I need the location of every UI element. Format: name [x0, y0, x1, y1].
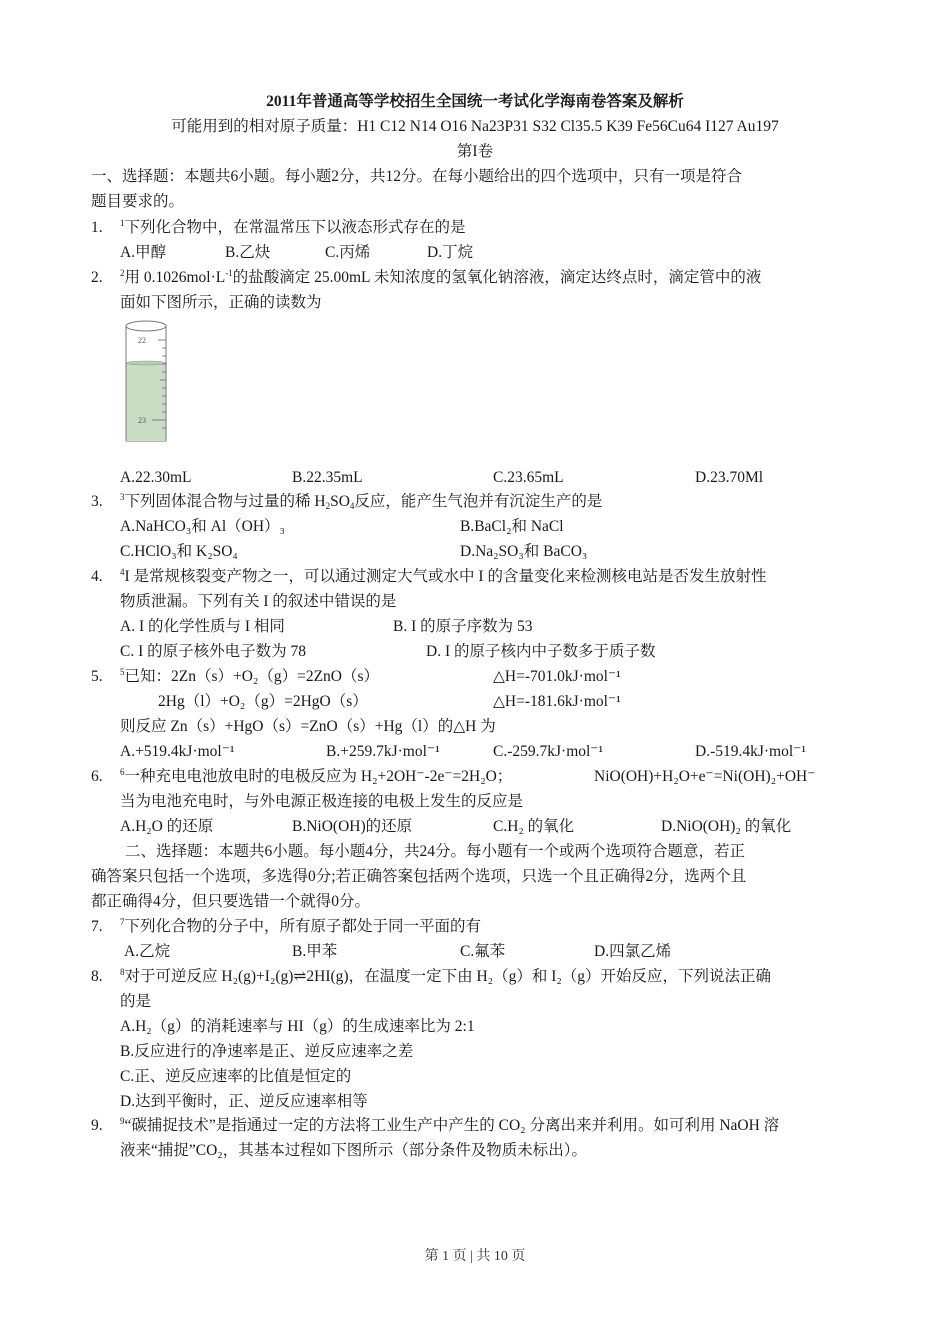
option-b: B.BaCl₂和 NaCl: [460, 518, 564, 535]
question-stem: [120, 967, 771, 987]
electrode-reaction-2: NiO(OH)+H₂O+e⁻=Ni(OH)₂+OH⁻: [594, 768, 816, 785]
question-stem: [120, 492, 602, 512]
option-a: A.22.30mL: [120, 469, 192, 486]
footnote-marker: 9: [120, 1116, 125, 1126]
equation-1: [120, 667, 379, 687]
question-number: 1.: [91, 219, 103, 236]
footnote-marker: 6: [120, 767, 125, 777]
section1-instructions-line1: 一、选择题：本题共6小题。每小题2分，共12分。在每小题给出的四个选项中，只有一项是符合: [91, 168, 743, 185]
option-c: C.氟苯: [460, 943, 506, 960]
question-stem-line2: 的是: [120, 993, 152, 1010]
option-a: A.甲醇: [120, 244, 167, 261]
option-c: C.-259.7kJ·mol⁻¹: [493, 743, 604, 760]
question-number: 3.: [91, 493, 103, 510]
question-stem: 则反应 Zn（s）+HgO（s）=ZnO（s）+Hg（l）的△H 为: [120, 718, 496, 735]
option-a: A.+519.4kJ·mol⁻¹: [120, 743, 235, 760]
question-number: 7.: [91, 918, 103, 935]
option-b: B.乙炔: [225, 244, 271, 261]
question-stem-line2: 液来“捕捉”CO₂，其基本过程如下图所示（部分条件及物质未标出）。: [120, 1142, 587, 1159]
equation-text: 已知：2Zn（s）+O₂（g）=2ZnO（s）: [124, 668, 380, 685]
question-stem: [120, 917, 481, 937]
option-c: C. I 的原子核外电子数为 78: [120, 643, 307, 660]
question-stem-line2: 面如下图所示，正确的读数为: [120, 294, 322, 311]
stem-text: 下列化合物的分子中，所有原子都处于同一平面的有: [124, 918, 482, 935]
question-stem: [120, 218, 466, 238]
option-a: A.乙烷: [124, 943, 171, 960]
burette-figure: [120, 318, 180, 443]
option-d: D.丁烷: [427, 244, 474, 261]
option-d: D.NiO(OH)₂ 的氧化: [661, 818, 792, 835]
stem-text: I 是常规核裂变产物之一，可以通过测定大气或水中 I 的含量变化来检测核电站是否发生放射性: [124, 568, 767, 585]
question-number: 4.: [91, 568, 103, 585]
document-title: 2011年普通高等学校招生全国统一考试化学海南卷答案及解析: [266, 93, 684, 110]
question-number: 2.: [91, 269, 103, 286]
option-b: B.反应进行的净速率是正、逆反应速率之差: [120, 1043, 414, 1060]
option-c: C.23.65mL: [493, 469, 564, 486]
footnote-marker: 8: [120, 967, 125, 977]
superscript: -1: [225, 268, 233, 278]
page-footer: 第 1 页 | 共 10 页: [424, 1249, 526, 1264]
footnote-marker: 7: [120, 917, 125, 927]
stem-text: “碳捕捉技术”是指通过一定的方法将工业生产中产生的 CO₂ 分离出来并利用。如可利用 NaOH 溶: [124, 1117, 780, 1134]
question-stem-line2: 当为电池充电时，与外电源正极连接的电极上发生的反应是: [120, 793, 524, 810]
svg-text:23: 23: [138, 416, 146, 425]
option-d: D.达到平衡时，正、逆反应速率相等: [120, 1093, 368, 1110]
question-number: 5.: [91, 668, 103, 685]
question-number: 8.: [91, 968, 103, 985]
stem-text: 下列固体混合物与过量的稀 H: [124, 493, 326, 510]
svg-text:22: 22: [138, 336, 146, 345]
footnote-marker: 5: [120, 667, 125, 677]
stem-text: 的盐酸滴定 25.00mL 未知浓度的氢氧化钠溶液，滴定达终点时，滴定管中的液: [232, 269, 762, 286]
section1-instructions-line2: 题目要求的。: [91, 193, 185, 210]
stem-text: SO: [330, 493, 350, 510]
section2-instructions-line3: 都正确得4分，但只要选错一个就得0分。: [91, 893, 371, 910]
question-number: 9.: [91, 1117, 103, 1134]
option-c: C.HClO₃和 K₂SO₄: [120, 543, 238, 560]
option-a: A.H₂O 的还原: [120, 818, 214, 835]
question-stem: [120, 567, 766, 587]
option-a: A. I 的化学性质与 I 相同: [120, 618, 285, 635]
atomic-masses: 可能用到的相对原子质量：H1 C12 N14 O16 Na23P31 S32 Cl35.5 K39 Fe56Cu64 I127 Au197: [171, 118, 779, 135]
stem-text: 对于可逆反应 H₂(g)+I₂(g)⇌2HI(g)，在温度一定下由 H₂（g）和 I₂（g）开始反应，下列说法正确: [124, 968, 772, 985]
stem-text: 一种充电电池放电时的电极反应为 H₂+2OH⁻-2e⁻=2H₂O；: [124, 768, 513, 785]
footnote-marker: 1: [120, 218, 125, 228]
footnote-marker: 3: [120, 492, 125, 502]
enthalpy-1: △H=-701.0kJ·mol⁻¹: [493, 668, 621, 685]
question-stem-line2: 物质泄漏。下列有关 I 的叙述中错误的是: [120, 593, 397, 610]
stem-text: 反应，能产生气泡并有沉淀生产的是: [354, 493, 603, 510]
subscript: 2: [325, 501, 331, 511]
footnote-marker: 2: [120, 268, 125, 278]
subscript: 4: [349, 501, 355, 511]
enthalpy-2: △H=-181.6kJ·mol⁻¹: [493, 693, 621, 710]
option-d: D.23.70Ml: [695, 469, 764, 486]
section2-instructions-line2: 确答案只包括一个选项，多选得0分;若正确答案包括两个选项，只选一个且正确得2分，选两个且: [91, 868, 747, 885]
stem-text: 用 0.1026mol·L: [124, 269, 226, 286]
question-stem: [120, 268, 761, 288]
option-a: A.NaHCO₃和 Al（OH）₃: [120, 518, 285, 535]
option-d: D.Na₂SO₃和 BaCO₃: [460, 543, 588, 560]
option-d: D. I 的原子核内中子数多于质子数: [426, 643, 656, 660]
option-c: C.H₂ 的氧化: [493, 818, 575, 835]
question-stem: [120, 767, 512, 787]
question-stem: [120, 1116, 779, 1136]
equation-2: 2Hg（l）+O₂（g）=2HgO（s）: [158, 693, 368, 710]
footnote-marker: 4: [120, 567, 125, 577]
option-d: D.四氯乙烯: [594, 943, 672, 960]
section2-instructions-line1: 二、选择题：本题共6小题。每小题4分，共24分。每小题有一个或两个选项符合题意，若正: [125, 843, 746, 860]
option-b: B.甲苯: [292, 943, 338, 960]
option-a: A.H₂（g）的消耗速率与 HI（g）的生成速率比为 2:1: [120, 1018, 475, 1035]
volume-label: 第I卷: [456, 143, 494, 160]
option-c: C.正、逆反应速率的比值是恒定的: [120, 1068, 352, 1085]
option-c: C.丙烯: [325, 244, 371, 261]
option-b: B.22.35mL: [292, 469, 363, 486]
option-b: B.NiO(OH)的还原: [292, 818, 413, 835]
option-d: D.-519.4kJ·mol⁻¹: [695, 743, 806, 760]
question-number: 6.: [91, 768, 103, 785]
option-b: B. I 的原子序数为 53: [393, 618, 533, 635]
stem-text: 下列化合物中，在常温常压下以液态形式存在的是: [124, 219, 466, 236]
option-b: B.+259.7kJ·mol⁻¹: [326, 743, 440, 760]
